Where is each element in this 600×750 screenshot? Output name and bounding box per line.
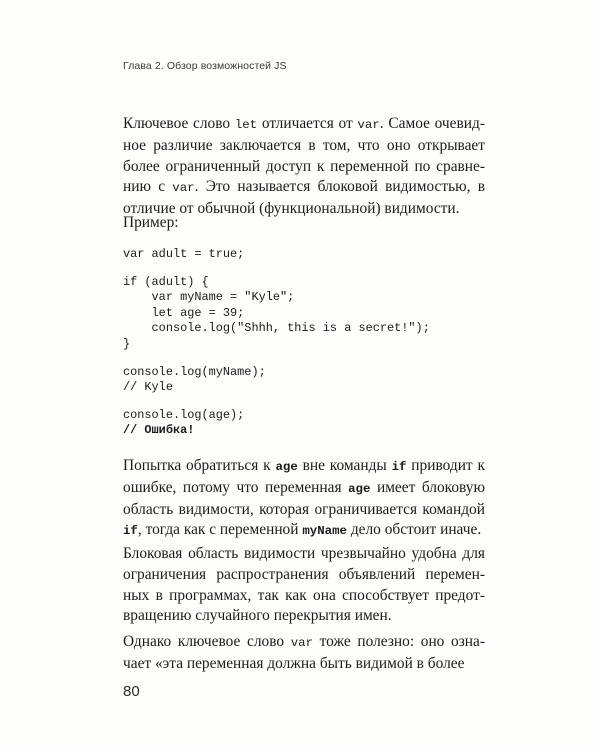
code-line: console.log("Shhh, this is a secret!"); [123, 321, 430, 336]
text-run: , тогда как с переменной [137, 521, 303, 539]
inline-code: var [172, 181, 195, 196]
paragraph-let-vs-var [123, 114, 485, 220]
text-run: дело обстоит иначе. [346, 521, 482, 539]
inline-code: var [290, 636, 314, 650]
text-run: приводит к ошибке, потому что переменная [123, 457, 485, 496]
running-header: Глава 2. Обзор возможностей JS [123, 60, 287, 72]
text-run: тоже полезно: оно означает «эта переменная должна быть видимой в более [123, 633, 485, 672]
text-run: Ключевое слово [123, 115, 235, 132]
inline-code: if [391, 460, 407, 474]
text-run: вне команды [297, 457, 392, 474]
inline-code: myName [302, 524, 347, 539]
code-line: let age = 39; [123, 305, 245, 320]
page-number: 80 [123, 683, 140, 700]
code-comment: // Kyle [123, 380, 173, 395]
code-line: var adult = true; [123, 247, 245, 261]
text-run: Однако ключевое слово [123, 633, 291, 650]
text-run: Попытка обратиться к [123, 457, 276, 474]
inline-code: let [234, 118, 258, 132]
text-run: имеет блоковую область видимости, которая ограничивается командой [123, 478, 485, 518]
inline-code: age [275, 460, 298, 474]
text-run: отличается от [257, 115, 358, 132]
code-line: console.log(age); [123, 407, 245, 422]
code-line: if (adult) { [123, 274, 209, 289]
inline-code: age [348, 481, 371, 496]
paragraph-var-useful [123, 632, 485, 675]
inline-code: var [357, 118, 380, 132]
paragraph-block-scope-error [123, 456, 485, 542]
text-run: . Это называется блоковой видимостью, в отличие от обычной (функциональной) видимости. [123, 178, 485, 218]
code-line: } [123, 336, 131, 351]
text-run: . Самое очевидное различие заключается в том, что оно открывает более ограниченный доступ к переменной по сравнению с [123, 115, 485, 196]
example-label: Пример: [123, 214, 179, 231]
code-line: var myName = "Kyle"; [123, 290, 295, 305]
code-comment-error: // Ошибка! [123, 423, 195, 438]
code-line: console.log(myName); [123, 364, 266, 379]
inline-code: if [123, 524, 138, 539]
paragraph-block-scope-benefit: Блоковая область видимости чрезвычайно удобна для ограничения распространения объявлений переменных в программах, так как она способствует предотвращению случайного перекрытия имен. [123, 545, 485, 625]
code-block [123, 247, 430, 439]
